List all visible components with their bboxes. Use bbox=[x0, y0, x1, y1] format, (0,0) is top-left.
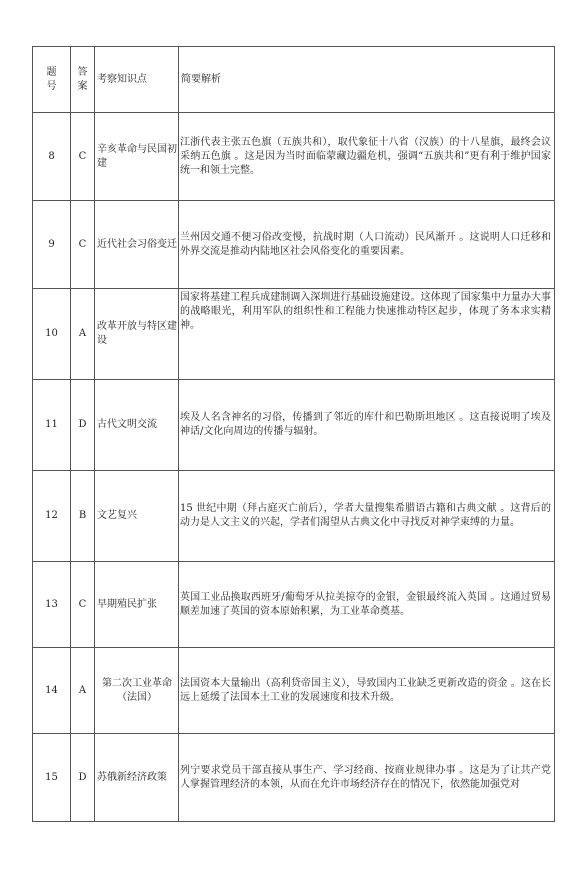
table-row bbox=[33, 471, 555, 562]
table-row bbox=[33, 380, 555, 471]
explanation: 江浙代表主张五色旗（五族共和），取代象征十八省（汉族）的十八星旗，最终会议采纳五色旗 。这是因为当时面临蒙藏边疆危机，强调“五族共和”更有利于维护国家统一和领土完整。 bbox=[179, 113, 555, 201]
table-row bbox=[33, 113, 555, 201]
answer-letter: C bbox=[71, 113, 95, 201]
knowledge-point: 近代社会习俗变迁 bbox=[95, 201, 179, 289]
answer-letter: B bbox=[71, 471, 95, 562]
answer-analysis-table bbox=[32, 46, 555, 822]
answer-letter: A bbox=[71, 648, 95, 734]
header-question-number-line2: 号 bbox=[46, 80, 57, 92]
knowledge-point: 文艺复兴 bbox=[95, 471, 179, 562]
table-row bbox=[33, 289, 555, 380]
table-row bbox=[33, 562, 555, 648]
question-number: 12 bbox=[33, 471, 71, 562]
answer-letter: D bbox=[71, 380, 95, 471]
answer-letter: D bbox=[71, 734, 95, 822]
question-number: 11 bbox=[33, 380, 71, 471]
question-number: 10 bbox=[33, 289, 71, 380]
knowledge-point: 改革开放与特区建设 bbox=[95, 289, 179, 380]
explanation: 兰州因交通不便习俗改变慢，抗战时期（人口流动）民风渐开 。这说明人口迁移和外界交流是推动内陆地区社会风俗变化的重要因素。 bbox=[179, 201, 555, 289]
question-number: 15 bbox=[33, 734, 71, 822]
header-answer-line2: 案 bbox=[77, 80, 88, 92]
answer-letter: C bbox=[71, 562, 95, 648]
answer-letter: A bbox=[71, 289, 95, 380]
header-brief-explanation: 简要解析 bbox=[179, 47, 555, 113]
header-answer-line1: 答 bbox=[77, 66, 88, 78]
table-row bbox=[33, 648, 555, 734]
explanation: 列宁要求党员干部直接从事生产、学习经商、按商业规律办事 。这是为了让共产党人掌握管理经济的本领，从而在允许市场经济存在的情况下，依然能加强党对 bbox=[179, 734, 555, 822]
header-question-number-line1: 题 bbox=[46, 66, 57, 78]
question-number: 14 bbox=[33, 648, 71, 734]
header-answer bbox=[71, 47, 95, 113]
knowledge-point: 早期殖民扩张 bbox=[95, 562, 179, 648]
explanation: 英国工业品换取西班牙/葡萄牙从拉美掠夺的金银，金银最终流入英国 。这通过贸易顺差加速了英国的资本原始积累，为工业革命奠基。 bbox=[179, 562, 555, 648]
table-row bbox=[33, 734, 555, 822]
question-number: 13 bbox=[33, 562, 71, 648]
question-number: 8 bbox=[33, 113, 71, 201]
question-number: 9 bbox=[33, 201, 71, 289]
knowledge-point: 苏俄新经济政策 bbox=[95, 734, 179, 822]
explanation: 法国资本大量输出（高利贷帝国主义），导致国内工业缺乏更新改造的资金 。这在长远上延缓了法国本土工业的发展速度和技术升级。 bbox=[179, 648, 555, 734]
knowledge-point: 古代文明交流 bbox=[95, 380, 179, 471]
answer-letter: C bbox=[71, 201, 95, 289]
table-row bbox=[33, 201, 555, 289]
explanation: 国家将基建工程兵成建制调入深圳进行基础设施建设。这体现了国家集中力量办大事的战略眼光，利用军队的组织性和工程能力快速推动特区起步，体现了务本求实精神。 bbox=[179, 289, 555, 380]
header-knowledge-point: 考察知识点 bbox=[95, 47, 179, 113]
explanation: 埃及人名含神名的习俗，传播到了邻近的库什和巴勒斯坦地区 。这直接说明了埃及神话/文化向周边的传播与辐射。 bbox=[179, 380, 555, 471]
table-header-row bbox=[33, 47, 555, 113]
knowledge-point: 第二次工业革命（法国） bbox=[95, 648, 179, 734]
explanation: 15 世纪中期（拜占庭灭亡前后），学者大量搜集希腊语古籍和古典文献 。这背后的动力是人文主义的兴起，学者们渴望从古典文化中寻找反对神学束缚的力量。 bbox=[179, 471, 555, 562]
knowledge-point: 辛亥革命与民国初建 bbox=[95, 113, 179, 201]
header-question-number bbox=[33, 47, 71, 113]
